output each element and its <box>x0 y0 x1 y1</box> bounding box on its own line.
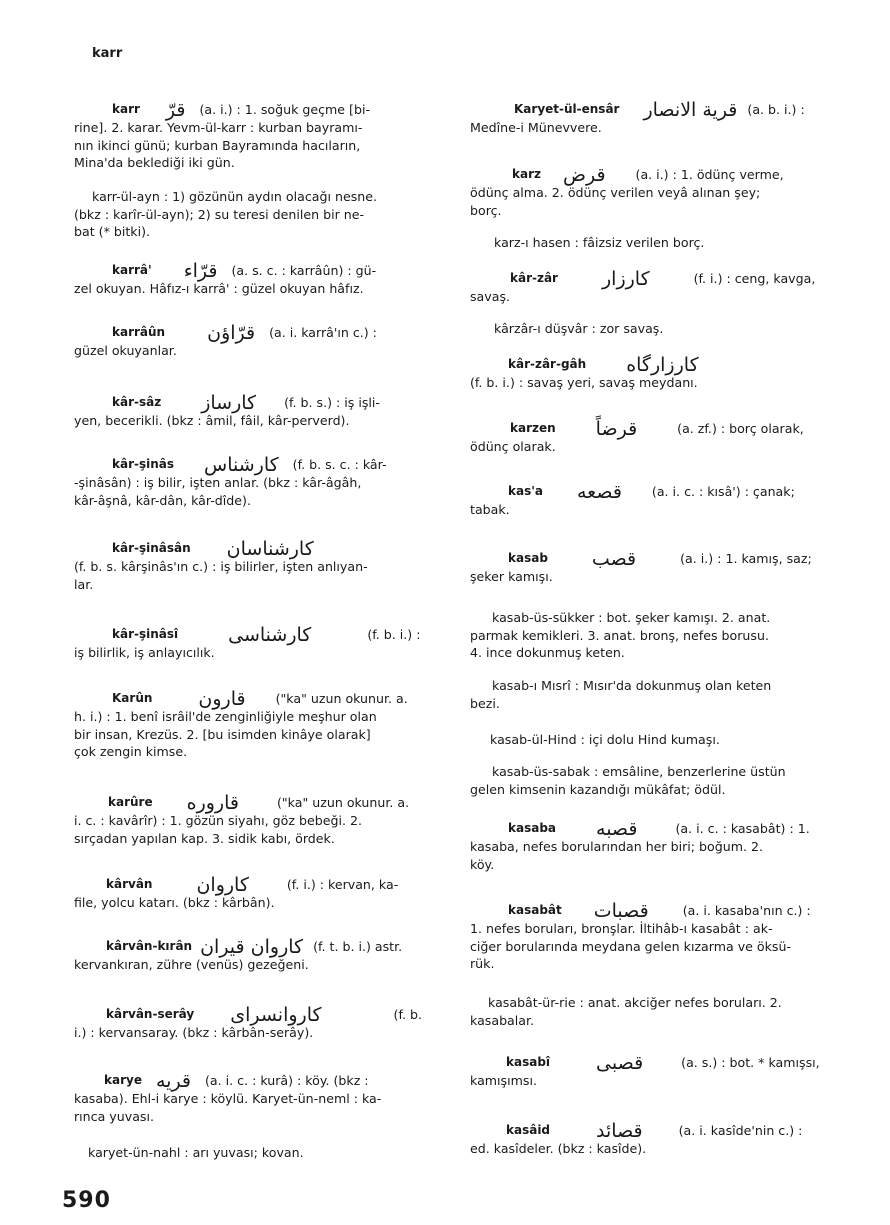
entry-kasab-ul-hind <box>470 731 854 749</box>
headword: karr <box>112 102 140 117</box>
entry-karye <box>74 1072 450 1125</box>
definition-line: h. i.) : 1. benî isrâil'de zenginliğiyle meşhur olan <box>74 709 377 724</box>
definition: ("ka" uzun okunur. a. <box>276 795 410 811</box>
definition-line: tabak. <box>470 502 510 517</box>
entry-kasab-i-misri <box>470 677 854 712</box>
definition-line: zel okuyan. Hâfız-ı karrâ' : güzel okuyan hâfız. <box>74 281 364 296</box>
arabic-script: كارشناسى <box>228 624 312 646</box>
definition-line: karr-ül-ayn : 1) gözünün aydın olacağı nesne. <box>92 189 377 204</box>
entry-kasa <box>470 483 854 519</box>
entry-kar-zar <box>470 270 854 306</box>
definition-line: sırçadan yapılan kap. 3. sidik kabı, ördek. <box>74 830 335 846</box>
arabic-script: قصبى <box>596 1052 644 1074</box>
definition-line: kasab-üs-sükker : bot. şeker kamışı. 2. anat. <box>492 610 771 625</box>
definition: (a. i.) : 1. soğuk geçme [bi- <box>199 102 370 118</box>
entry-kar-zar-gah <box>470 356 854 392</box>
headword: kâr-şinâsân <box>112 541 191 556</box>
definition-line: Mina'da beklediği iki gün. <box>74 155 235 170</box>
headword: karz <box>512 167 541 182</box>
headword: karrâ' <box>112 263 152 278</box>
definition-line: kasabât-ür-rie : anat. akciğer nefes boruları. 2. <box>488 995 782 1010</box>
entry-kasab <box>470 550 854 586</box>
arabic-script: كارشناسان <box>226 538 314 560</box>
definition-line: karyet-ün-nahl : arı yuvası; kovan. <box>88 1145 304 1160</box>
definition: ("ka" uzun okunur. a. <box>275 691 408 707</box>
definition-line: bezi. <box>470 695 500 711</box>
definition: (a. i. kasaba'nın c.) : <box>682 903 811 919</box>
arabic-script: قريه <box>155 1070 192 1092</box>
definition-line: kasaba, nefes borularından her biri; boğum. 2. <box>470 839 763 854</box>
definition-line: (f. b. i.) : savaş yeri, savaş meydanı. <box>470 375 698 390</box>
definition: (a. s.) : bot. * kamışsı, <box>681 1055 820 1071</box>
definition-line: kasab-ül-Hind : içi dolu Hind kumaşı. <box>490 732 720 747</box>
arabic-script: كاروان <box>196 874 249 896</box>
definition-line: güzel okuyanlar. <box>74 343 177 358</box>
definition-line: karz-ı hasen : fâizsiz verilen borç. <box>494 235 705 250</box>
definition-line: bir insan, Krezüs. 2. [bu isimden kinâye olarak] <box>74 726 371 742</box>
definition: (a. zf.) : borç olarak, <box>677 421 804 437</box>
headword: kasab <box>508 551 548 566</box>
entry-karvan-seray <box>74 1006 450 1042</box>
definition-line: kasab-ı Mısrî : Mısır'da dokunmuş olan keten <box>492 678 772 693</box>
arabic-script: كاروانسراى <box>230 1004 322 1026</box>
definition-line: rine]. 2. karar. Yevm-ül-karr : kurban bayramı- <box>74 120 363 135</box>
entry-karraun <box>74 324 450 360</box>
headword: kâr-şinâsî <box>112 627 179 642</box>
arabic-script: قصائد <box>596 1120 643 1142</box>
arabic-script: كاروان قيران <box>200 936 304 958</box>
definition-line: ödünç olarak. <box>470 439 556 454</box>
definition-line: gelen kimsenin kazandığı mükâfat; ödül. <box>470 781 726 797</box>
definition-line: 4. ince dokunmuş keten. <box>470 645 625 660</box>
entry-kasaba <box>470 820 854 873</box>
arabic-script: قرّاؤن <box>207 322 256 344</box>
definition-line: kasab-üs-sabak : emsâline, benzerlerine üstün <box>492 764 786 779</box>
headword: kâr-şinâs <box>112 457 175 472</box>
arabic-script: قاروره <box>186 792 239 814</box>
definition: (a. i. c. : kısâ') : çanak; <box>651 484 795 500</box>
page-number: 590 <box>62 1188 111 1213</box>
definition-line: köy. <box>470 856 495 872</box>
entry-karr <box>74 101 450 172</box>
definition: (a. i.) : 1. ödünç verme, <box>635 167 784 183</box>
entry-karz <box>470 166 854 219</box>
entry-karr-ul-ayn <box>74 188 450 241</box>
entry-kasab-us-sabak <box>470 763 854 798</box>
definition: (f. t. b. i.) astr. <box>313 939 403 955</box>
headword: Karyet-ül-ensâr <box>514 102 620 117</box>
definition: (f. b. s. c. : kâr- <box>292 457 387 473</box>
definition: (f. i.) : kervan, ka- <box>286 877 399 893</box>
headword: kasabât <box>508 903 562 918</box>
arabic-script: قصب <box>591 548 637 570</box>
definition: (f. b. <box>393 1007 422 1023</box>
definition-line: file, yolcu katarı. (bkz : kârbân). <box>74 895 275 910</box>
definition: (a. i. c. : kasabât) : 1. <box>675 821 810 837</box>
definition-line: ciğer borularında meydana gelen kızarma ve öksü- <box>470 938 792 954</box>
arabic-script: قصبات <box>593 900 649 922</box>
definition-line: rük. <box>470 956 495 971</box>
definition-line: (bkz : karîr-ül-ayn); 2) su teresi denilen bir ne- <box>74 206 365 222</box>
definition: (a. b. i.) : <box>747 102 805 118</box>
definition-line: -şinâsân) : iş bilir, işten anlar. (bkz : kâr-âgâh, <box>74 475 362 490</box>
arabic-script: قارون <box>198 688 246 710</box>
entry-karure <box>74 794 450 847</box>
entry-kasabi <box>470 1054 854 1090</box>
entry-karra <box>74 262 450 298</box>
entry-kar-sinasan <box>74 540 450 593</box>
definition-line: nın ikinci günü; kurban Bayramında hacıların, <box>74 137 361 153</box>
headword: Karûn <box>112 691 153 706</box>
entry-kar-sinasi <box>74 626 450 662</box>
entry-karun <box>74 690 450 761</box>
definition: (f. i.) : ceng, kavga, <box>693 271 816 287</box>
definition-line: kasaba). Ehl-i karye : köylü. Karyet-ün-neml : ka- <box>74 1091 382 1106</box>
definition: (f. b. i.) : <box>367 627 421 643</box>
headword: kâr-zâr <box>510 271 558 286</box>
headword: karzen <box>510 421 556 436</box>
entry-karyet-un-nahl <box>74 1144 450 1162</box>
entry-karvan <box>74 876 450 912</box>
arabic-script: كارساز <box>201 392 257 414</box>
entry-karzar-i-dusvar <box>470 320 854 338</box>
arabic-script: قرّ <box>165 99 186 121</box>
headword: kâr-zâr-gâh <box>508 357 587 372</box>
definition-line: i. c. : kavârîr) : 1. gözün siyahı, göz bebeği. 2. <box>74 813 362 828</box>
headword: kasaba <box>508 821 557 836</box>
headword: karye <box>104 1073 142 1088</box>
arabic-script: كارزارگاه <box>626 354 699 376</box>
entry-kar-saz <box>74 394 450 430</box>
arabic-script: كارشناس <box>204 454 279 476</box>
definition-line: kasabalar. <box>470 1012 535 1028</box>
headword: karûre <box>108 795 153 810</box>
definition-line: şeker kamışı. <box>470 569 553 584</box>
definition-line: savaş. <box>470 289 511 304</box>
headword: kârvân <box>106 877 153 892</box>
running-head: karr <box>92 46 123 61</box>
entry-karzen <box>470 420 854 456</box>
entry-kasabat <box>470 902 854 973</box>
headword: karrâûn <box>112 325 166 340</box>
entry-karvan-kiran <box>74 938 450 974</box>
entry-karyet-ul-ensar <box>470 101 854 137</box>
definition: (f. b. s.) : iş işli- <box>284 395 380 411</box>
headword: kasabî <box>506 1055 551 1070</box>
arabic-script: قرّاء <box>183 260 218 282</box>
definition-line: iş bilirlik, iş anlayıcılık. <box>74 645 215 660</box>
definition-line: yen, becerikli. (bkz : âmil, fâil, kâr-perverd). <box>74 413 350 428</box>
definition-line: kâr-âşnâ, kâr-dân, kâr-dîde). <box>74 492 251 508</box>
entry-karz-i-hasen <box>470 234 854 252</box>
arabic-script: قصبه <box>596 818 638 840</box>
definition-line: Medîne-i Münevvere. <box>470 120 602 135</box>
definition-line: kârzâr-ı düşvâr : zor savaş. <box>494 321 664 336</box>
definition-line: çok zengin kimse. <box>74 744 188 759</box>
definition-line: bat (* bitki). <box>74 224 151 239</box>
definition-line: ed. kasîdeler. (bkz : kasîde). <box>470 1141 647 1156</box>
arabic-script: قرض <box>562 164 606 186</box>
definition: (a. i. kasîde'nin c.) : <box>678 1123 803 1139</box>
headword: kasâid <box>506 1123 551 1138</box>
entry-kasabat-ur-rie <box>470 994 854 1029</box>
definition-line: i.) : kervansaray. (bkz : kârbân-serây). <box>74 1025 314 1040</box>
arabic-script: قرية الانصار <box>643 99 738 121</box>
definition: (a. i. c. : kurâ) : köy. (bkz : <box>205 1073 369 1089</box>
definition-line: parmak kemikleri. 3. anat. bronş, nefes borusu. <box>470 627 769 643</box>
definition: (a. i. karrâ'ın c.) : <box>269 325 377 341</box>
definition-line: lar. <box>74 576 94 592</box>
definition: (a. i.) : 1. kamış, saz; <box>680 551 812 567</box>
headword: kârvân-serây <box>106 1007 195 1022</box>
headword: kâr-sâz <box>112 395 162 410</box>
arabic-script: قصعه <box>577 481 622 503</box>
definition-line: (f. b. s. kârşinâs'ın c.) : iş bilirler, işten anlıyan- <box>74 559 368 574</box>
definition-line: borç. <box>470 202 502 218</box>
arabic-script: قرضاً <box>595 418 638 440</box>
entry-kar-sinas <box>74 456 450 509</box>
definition-line: ödünç alma. 2. ödünç verilen veyâ alınan şey; <box>470 185 761 200</box>
headword: kârvân-kırân <box>106 939 193 954</box>
arabic-script: كارزار <box>601 268 650 290</box>
definition-line: kamışımsı. <box>470 1073 537 1088</box>
definition-line: rınca yuvası. <box>74 1108 154 1124</box>
entry-kasab-us-sukker <box>470 609 854 662</box>
definition-line: 1. nefes boruları, bronşlar. İltihâb-ı kasabât : ak- <box>470 921 773 936</box>
entry-kasaid <box>470 1122 854 1158</box>
headword: kas'a <box>508 484 543 499</box>
definition-line: kervankıran, zühre (venüs) gezeğeni. <box>74 957 309 972</box>
definition: (a. s. c. : karrâûn) : gü- <box>231 263 377 279</box>
